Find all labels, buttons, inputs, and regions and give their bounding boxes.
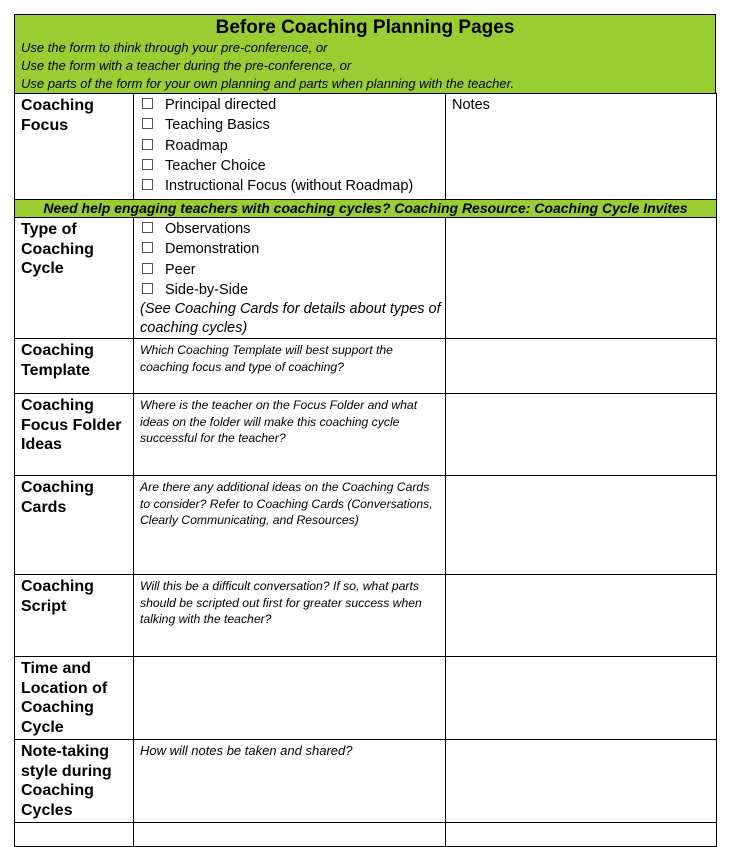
resource-banner: Need help engaging teachers with coaching cycles? Coaching Resource: Coaching Cycle Invites [15, 200, 717, 218]
checkbox-icon[interactable] [142, 179, 153, 190]
option-label: Demonstration [165, 241, 260, 258]
option-label: Observations [165, 221, 251, 237]
option-label: Instructional Focus (without Roadmap) [165, 178, 414, 195]
checkbox-icon[interactable] [142, 118, 153, 129]
planning-table [14, 93, 717, 847]
row-label: Note-taking style during Coaching Cycles [21, 743, 112, 819]
checkbox-icon[interactable] [142, 222, 153, 233]
banner-row [15, 200, 717, 218]
checkbox-icon[interactable] [142, 242, 153, 253]
form-row [15, 657, 717, 740]
intro-line: Use parts of the form for your own planning and parts when planning with the teacher. [21, 76, 515, 91]
form-header [14, 14, 716, 93]
focus-row [15, 94, 717, 200]
notes-cell[interactable] [446, 740, 717, 823]
notes-cell[interactable] [446, 657, 717, 740]
row-prompt: Which Coaching Template will best support the coaching focus and type of coaching? [140, 343, 393, 374]
option-instructional-focus[interactable] [134, 176, 445, 196]
row-label: Type of Coaching Cycle [21, 221, 94, 277]
option-side-by-side[interactable] [134, 280, 445, 300]
option-teaching-basics[interactable] [134, 115, 445, 135]
option-teacher-choice[interactable] [134, 156, 445, 176]
option-label: Roadmap [165, 137, 228, 154]
notes-header: Notes [452, 97, 490, 113]
option-label: Teacher Choice [165, 157, 266, 174]
row-label: Coaching Template [21, 342, 94, 379]
form-row [15, 476, 717, 575]
form-row [15, 740, 717, 823]
option-roadmap[interactable] [134, 136, 445, 156]
intro-line: Use the form to think through your pre-conference, or [21, 40, 328, 55]
option-label: Peer [165, 261, 196, 278]
option-peer[interactable] [134, 260, 445, 280]
row-prompt: Where is the teacher on the Focus Folder and what ideas on the folder will make this coaching cycle successful for the teacher? [140, 398, 418, 446]
row-label: Coaching Focus Folder Ideas [21, 397, 122, 454]
notes-cell[interactable] [446, 575, 717, 657]
row-prompt: Are there any additional ideas on the Coaching Cards to consider? Refer to Coaching Cards (Conversations, Clearly Communicating, and Resources) [140, 480, 433, 528]
intro-line: Use the form with a teacher during the pre-conference, or [21, 58, 352, 73]
option-principal-directed[interactable] [134, 95, 445, 115]
option-label: Side-by-Side [165, 281, 249, 298]
cycle-type-note: (See Coaching Cards for details about types of coaching cycles) [140, 301, 441, 337]
form-row-cutoff [15, 823, 717, 847]
checkbox-icon[interactable] [142, 159, 153, 170]
option-observations[interactable] [134, 219, 445, 239]
notes-cell[interactable] [446, 476, 717, 575]
row-label: Time and Location of Coaching Cycle [21, 660, 108, 736]
notes-cell[interactable] [446, 339, 717, 394]
notes-cell[interactable] [446, 394, 717, 476]
option-label: Teaching Basics [165, 117, 270, 134]
form-row [15, 339, 717, 394]
checkbox-icon[interactable] [142, 283, 153, 294]
form-row [15, 575, 717, 657]
row-label: Coaching Cards [21, 479, 94, 516]
checkbox-icon[interactable] [142, 263, 153, 274]
cycle-type-row [15, 218, 717, 339]
form-row [15, 394, 717, 476]
prompt-cell[interactable] [134, 657, 446, 740]
page-title: Before Coaching Planning Pages [215, 17, 515, 38]
option-demonstration[interactable] [134, 239, 445, 259]
planning-form [14, 14, 716, 847]
checkbox-icon[interactable] [142, 139, 153, 150]
checkbox-icon[interactable] [142, 98, 153, 109]
notes-cell[interactable] [446, 218, 717, 339]
row-label: Coaching Script [21, 578, 94, 615]
row-prompt: Will this be a difficult conversation? If so, what parts should be scripted out first for greater success when talking with the teacher? [140, 579, 422, 627]
row-label: Coaching Focus [21, 97, 94, 134]
option-label: Principal directed [165, 97, 277, 113]
row-prompt: How will notes be taken and shared? [140, 743, 353, 759]
